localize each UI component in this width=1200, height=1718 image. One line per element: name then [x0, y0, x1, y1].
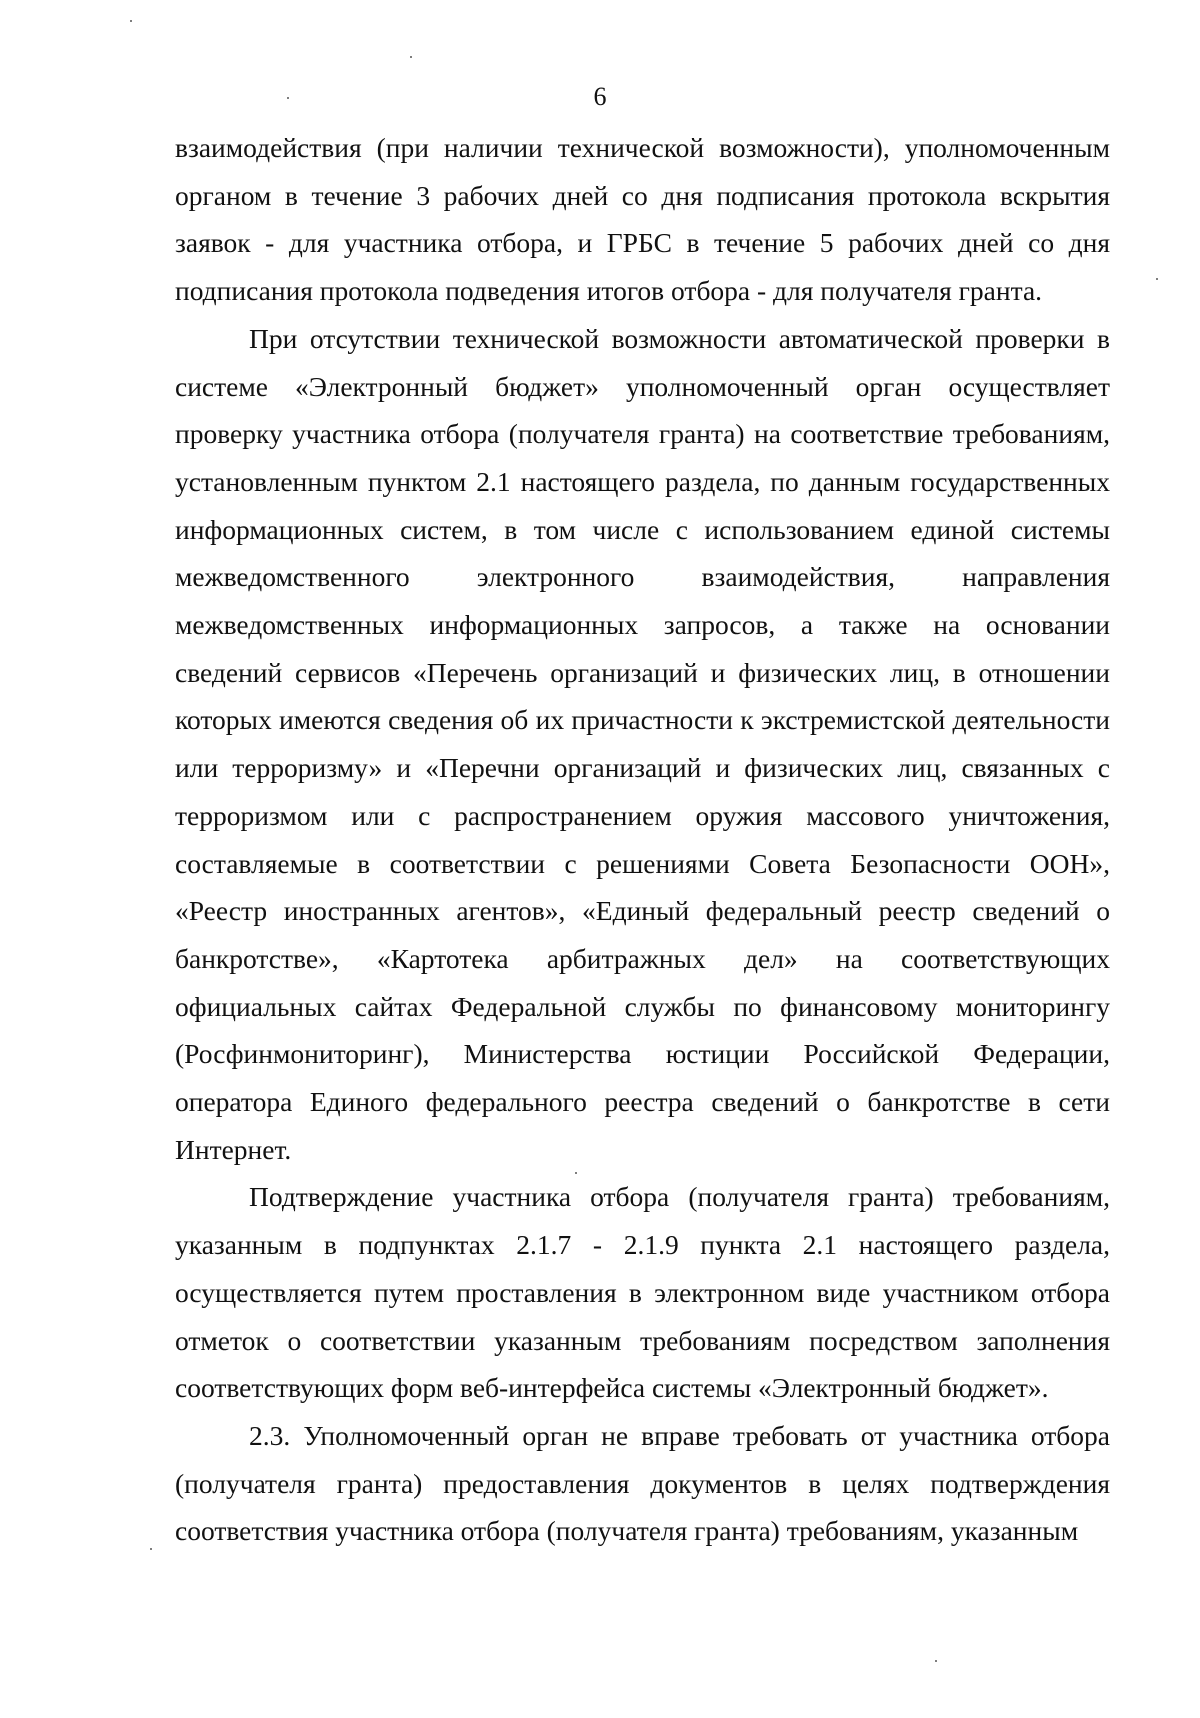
scan-speck: [130, 20, 132, 22]
paragraph-2-3: 2.3. Уполномоченный орган не вправе требовать от участника отбора (получателя гранта) предоставления документов в целях подтверждения соответствия участника отбора (получателя гранта) требованиям, указанным: [175, 1419, 1110, 1547]
scan-speck: [150, 1548, 152, 1550]
page-number: 6: [593, 82, 607, 111]
scan-speck: [1156, 278, 1158, 280]
scan-speck: [575, 1172, 577, 1174]
scan-speck: [287, 97, 289, 99]
scan-speck: [935, 1660, 937, 1662]
scan-speck: [410, 56, 412, 58]
document-body: [175, 124, 1110, 1555]
paragraph-continuation: взаимодействия (при наличии технической возможности), уполномоченным органом в течение 3 рабочих дней со дня подписания протокола вскрытия заявок - для участника отбора, и ГРБС в течение 5 рабочих дней со дня подписания протокола подведения итогов отбора - для получателя гранта.: [175, 132, 1110, 307]
paragraph-technical-check: При отсутствии технической возможности автоматической проверки в системе «Электронный бюджет» уполномоченный орган осуществляет проверку участника отбора (получателя гранта) на соответствие требованиям, установленным пунктом 2.1 настоящего раздела, по данным государственных информационных систем, в том числе с использованием единой системы межведомственного электронного взаимодействия, направления межведомственных информационных запросов, а также на основании сведений сервисов «Перечень организаций и физических лиц, в отношении которых имеются сведения об их причастности к экстремистской деятельности или терроризму» и «Перечни организаций и физических лиц, связанных с терроризмом или с распространением оружия массового уничтожения, составляемые в соответствии с решениями Совета Безопасности ООН», «Реестр иностранных агентов», «Единый федеральный реестр сведений о банкротстве», «Картотека арбитражных дел» на соответствующих официальных сайтах Федеральной службы по финансовому мониторингу (Росфинмониторинг), Министерства юстиции Российской Федерации, оператора Единого федерального реестра сведений о банкротстве в сети Интернет.: [175, 322, 1110, 1165]
paragraph-confirmation: Подтверждение участника отбора (получателя гранта) требованиям, указанным в подпунктах 2.1.7 - 2.1.9 пункта 2.1 настоящего раздела, осуществляется путем проставления в электронном виде участником отбора отметок о соответствии указанным требованиям посредством заполнения соответствующих форм веб-интерфейса системы «Электронный бюджет».: [175, 1181, 1110, 1404]
